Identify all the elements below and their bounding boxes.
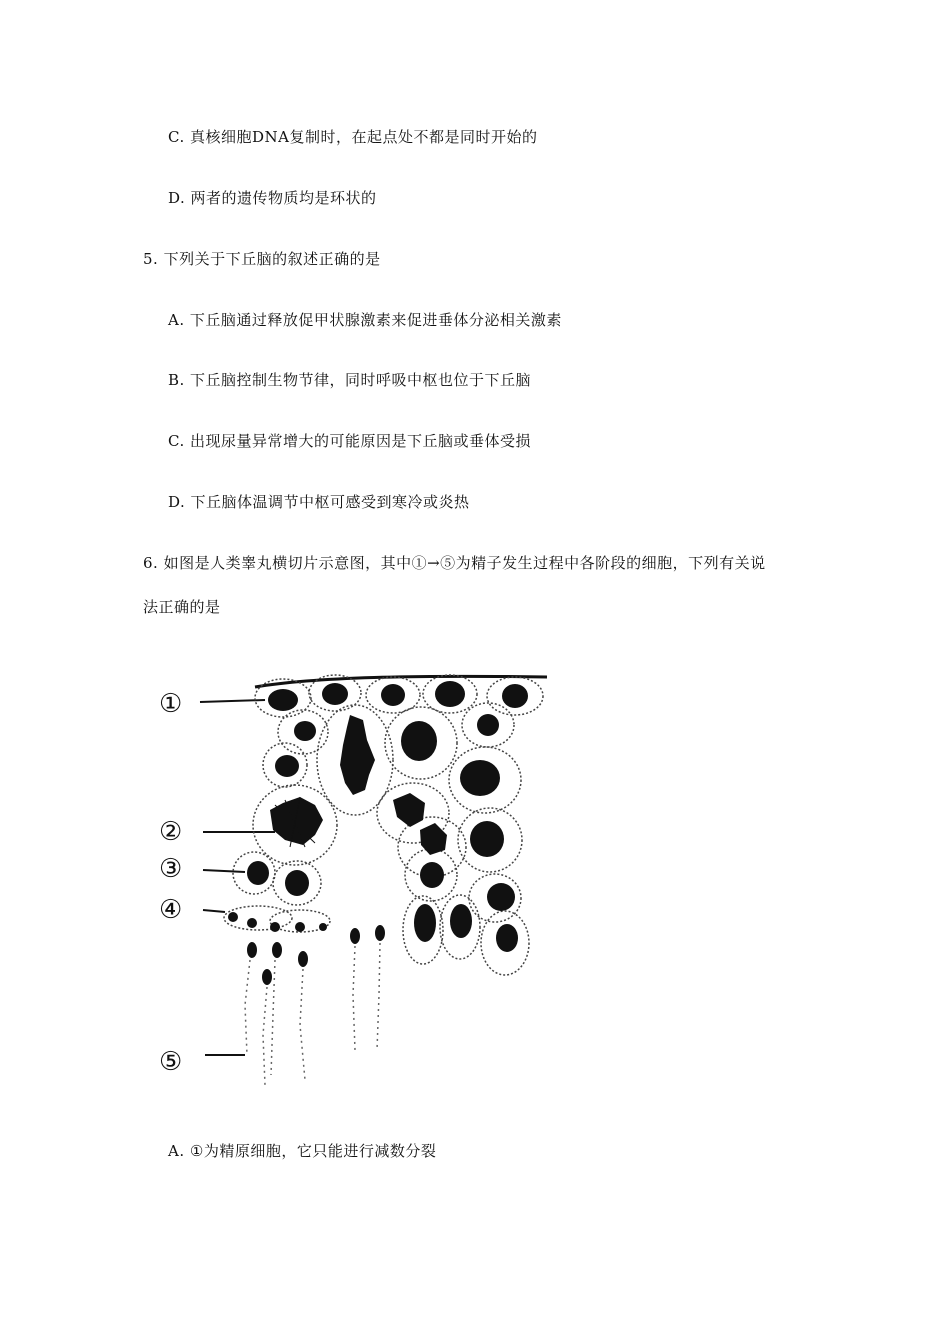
q6-stem-line2: 法正确的是	[143, 598, 221, 616]
q5-stem: 5. 下列关于下丘脑的叙述正确的是	[143, 250, 381, 268]
figure-label-5: ⑤	[159, 1047, 183, 1077]
testis-section-figure	[155, 665, 555, 1095]
q6-option-a: A. ①为精原细胞，它只能进行减数分裂	[168, 1142, 437, 1160]
q5-option-d: D. 下丘脑体温调节中枢可感受到寒冷或炎热	[168, 493, 470, 511]
q5-option-b: B. 下丘脑控制生物节律，同时呼吸中枢也位于下丘脑	[168, 371, 532, 389]
figure-label-2: ②	[159, 817, 183, 847]
q4-option-d: D. 两者的遗传物质均是环状的	[168, 189, 377, 207]
q4-option-c: C. 真核细胞DNA复制时，在起点处不都是同时开始的	[168, 128, 538, 146]
q5-option-a: A. 下丘脑通过释放促甲状腺激素来促进垂体分泌相关激素	[168, 311, 562, 329]
figure-label-1: ①	[159, 689, 183, 719]
figure-label-4: ④	[159, 895, 183, 925]
q5-option-c: C. 出现尿量异常增大的可能原因是下丘脑或垂体受损	[168, 432, 531, 450]
q6-stem-line1: 6. 如图是人类睾丸横切片示意图，其中①→⑤为精子发生过程中各阶段的细胞，下列有关说	[143, 554, 766, 572]
figure-label-3: ③	[159, 854, 183, 884]
